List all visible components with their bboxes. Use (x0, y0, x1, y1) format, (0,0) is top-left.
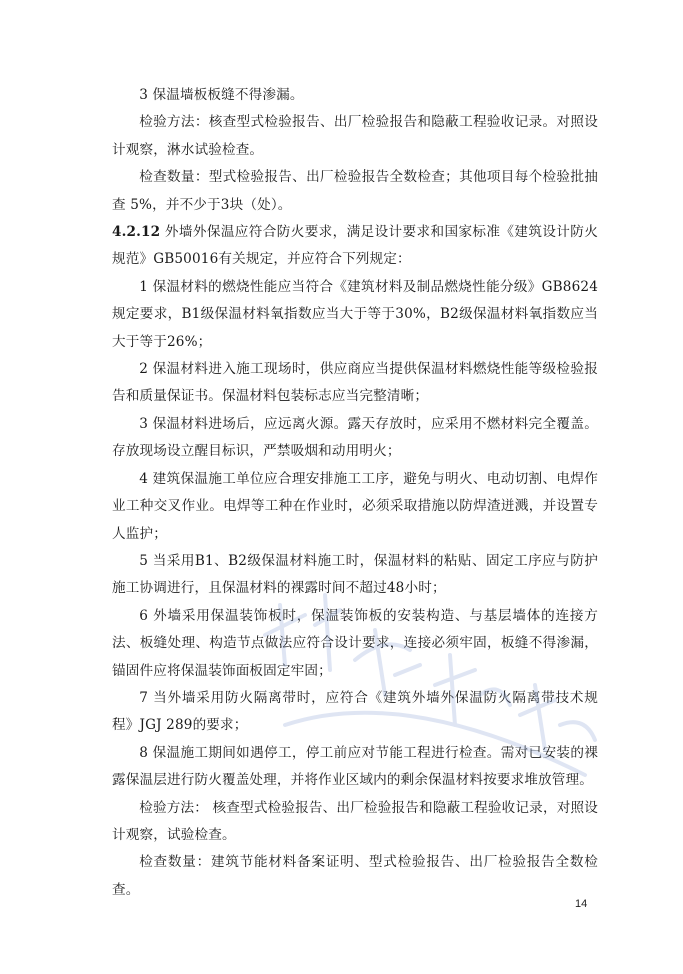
paragraph-rule-6: 6 外墙采用保温装饰板时，保温装饰板的安装构造、与基层墙体的连接方法、板缝处理、构造节点做法应符合设计要求，连接必须牢固，板缝不得渗漏，锚固件应将保温装饰面板固定牢固； (112, 607, 598, 679)
paragraph-item-3-board-joints: 3 保温墙板板缝不得渗漏。 (139, 87, 304, 103)
clause-text: 外墙外保温应符合防火要求，满足设计要求和国家标准《建筑设计防火规范》GB50016有关规定，并应符合下列规定： (112, 224, 598, 268)
page-number: 14 (575, 898, 588, 910)
paragraph-rule-1: 1 保温材料的燃烧性能应当符合《建筑材料及制品燃烧性能分级》GB8624规定要求，B1级保温材料氧指数应当大于等于30%，B2级保温材料氧指数应当大于等于26%； (112, 278, 598, 350)
paragraph-rule-5: 5 当采用B1、B2级保温材料施工时，保温材料的粘贴、固定工序应与防护施工协调进行，且保温材料的裸露时间不超过48小时； (112, 552, 598, 597)
paragraph-inspection-quantity-2: 检查数量：建筑节能材料备案证明、型式检验报告、出厂检验报告全数检查。 (112, 854, 598, 898)
paragraph-inspection-quantity-1: 检查数量：型式检验报告、出厂检验报告全数检查；其他项目每个检验批抽查 5%，并不少于3块（处）。 (112, 169, 598, 213)
clause-number: 4.2.12 (112, 224, 161, 241)
paragraph-rule-8: 8 保温施工期间如遇停工，停工前应对节能工程进行检查。需对已安装的裸露保温层进行防火覆盖处理，并将作业区域内的剩余保温材料按要求堆放管理。 (112, 744, 598, 789)
paragraph-rule-3: 3 保温材料进场后，应远离火源。露天存放时，应采用不燃材料完全覆盖。存放现场设立醒目标识，严禁吸烟和动用明火； (112, 415, 598, 460)
paragraph-rule-4: 4 建筑保温施工单位应合理安排施工工序，避免与明火、电动切割、电焊作业工种交叉作业。电焊等工种在作业时，必须采取措施以防焊渣迸溅，并设置专人监护； (112, 470, 598, 542)
paragraph-inspection-method-1: 检验方法：核查型式检验报告、出厂检验报告和隐蔽工程验收记录。对照设计观察，淋水试验检查。 (112, 114, 598, 158)
paragraph-clause-4-2-12 (112, 219, 598, 274)
paragraph-rule-7: 7 当外墙采用防火隔离带时，应符合《建筑外墙外保温防火隔离带技术规程》JGJ 289的要求； (112, 689, 598, 734)
paragraph-rule-2: 2 保温材料进入施工现场时，供应商应当提供保温材料燃烧性能等级检验报告和质量保证书。保温材料包装标志应当完整清晰； (112, 361, 598, 405)
paragraph-inspection-method-2: 检验方法： 核查型式检验报告、出厂检验报告和隐蔽工程验收记录，对照设计观察，试验检查。 (112, 799, 598, 843)
document-body (112, 82, 598, 904)
